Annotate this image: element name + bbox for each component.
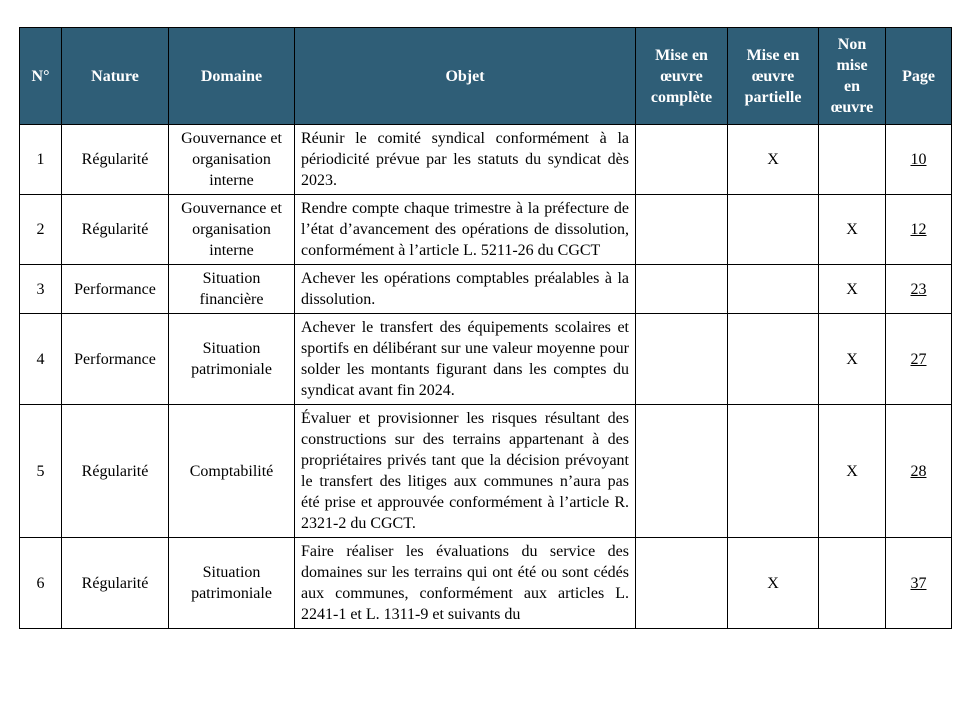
row-page[interactable] xyxy=(886,538,952,629)
page-link[interactable]: 23 xyxy=(910,280,927,298)
header-nature: Nature xyxy=(62,28,169,125)
row-nature: Régularité xyxy=(62,538,169,629)
row-page[interactable] xyxy=(886,265,952,314)
row-non xyxy=(819,125,886,195)
row-partielle xyxy=(728,265,819,314)
row-non: X xyxy=(819,314,886,405)
row-domaine: Situation patrimoniale xyxy=(169,538,295,629)
row-page[interactable] xyxy=(886,405,952,538)
table-row xyxy=(20,405,952,538)
row-objet: Achever le transfert des équipements scolaires et sportifs en délibérant sur une valeur moyenne pour solder les montants figurant dans les comptes du syndicat avant fin 2024. xyxy=(295,314,636,405)
row-nature: Performance xyxy=(62,314,169,405)
row-page[interactable] xyxy=(886,314,952,405)
table-row xyxy=(20,195,952,265)
row-num: 1 xyxy=(20,125,62,195)
row-partielle: X xyxy=(728,538,819,629)
row-nature: Performance xyxy=(62,265,169,314)
table-row xyxy=(20,314,952,405)
page-link[interactable]: 28 xyxy=(910,462,927,480)
header-partielle: Mise en œuvre partielle xyxy=(728,28,819,125)
row-page[interactable] xyxy=(886,195,952,265)
page-link[interactable]: 10 xyxy=(910,151,927,168)
header-domaine: Domaine xyxy=(169,28,295,125)
header-non: Non mise en œuvre xyxy=(819,28,886,125)
row-non xyxy=(819,538,886,629)
row-complete xyxy=(636,314,728,405)
row-complete xyxy=(636,195,728,265)
header-page: Page xyxy=(886,28,952,125)
row-num: 3 xyxy=(20,265,62,314)
row-num: 2 xyxy=(20,195,62,265)
row-non: X xyxy=(819,405,886,538)
row-num: 6 xyxy=(20,538,62,629)
row-page[interactable] xyxy=(886,125,952,195)
row-complete xyxy=(636,538,728,629)
row-objet: Achever les opérations comptables préalables à la dissolution. xyxy=(295,265,636,314)
row-domaine: Comptabilité xyxy=(169,405,295,538)
row-complete xyxy=(636,405,728,538)
table-row xyxy=(20,125,952,195)
header-complete: Mise en œuvre complète xyxy=(636,28,728,125)
row-objet: Faire réaliser les évaluations du service des domaines sur les terrains qui ont été ou sont cédés aux communes, conformément aux articles L. 2241-1 et L. 1311-9 et suivants du xyxy=(295,538,636,629)
page-link[interactable]: 37 xyxy=(910,574,927,592)
table-row xyxy=(20,538,952,629)
row-objet: Évaluer et provisionner les risques résultant des constructions sur des terrains appartenant à des propriétaires privés tant que la décision prévoyant le transfert des litiges aux communes n’aura pas été prise et approuvée conformément à l’article R. 2321-2 du CGCT. xyxy=(295,405,636,538)
row-nature: Régularité xyxy=(62,405,169,538)
row-num: 5 xyxy=(20,405,62,538)
row-partielle xyxy=(728,195,819,265)
header-num: N° xyxy=(20,28,62,125)
row-objet: Réunir le comité syndical conformément à la périodicité prévue par les statuts du syndicat dès 2023. xyxy=(295,125,636,195)
row-num: 4 xyxy=(20,314,62,405)
page-link[interactable]: 27 xyxy=(910,350,927,368)
header-objet: Objet xyxy=(295,28,636,125)
table-row xyxy=(20,265,952,314)
row-objet: Rendre compte chaque trimestre à la préfecture de l’état d’avancement des opérations de dissolution, conformément à l’article L. 5211-26 du CGCT xyxy=(295,195,636,265)
row-domaine: Situation patrimoniale xyxy=(169,314,295,405)
row-partielle: X xyxy=(728,125,819,195)
row-non: X xyxy=(819,265,886,314)
row-complete xyxy=(636,265,728,314)
row-domaine: Gouvernance et organisation interne xyxy=(169,195,295,265)
row-nature: Régularité xyxy=(62,125,169,195)
row-nature: Régularité xyxy=(62,195,169,265)
recommendations-table xyxy=(19,27,952,629)
row-domaine: Situation financière xyxy=(169,265,295,314)
row-non: X xyxy=(819,195,886,265)
row-partielle xyxy=(728,314,819,405)
row-partielle xyxy=(728,405,819,538)
row-domaine: Gouvernance et organisation interne xyxy=(169,125,295,195)
header-row xyxy=(20,28,952,125)
row-complete xyxy=(636,125,728,195)
page-link[interactable]: 12 xyxy=(910,221,927,238)
